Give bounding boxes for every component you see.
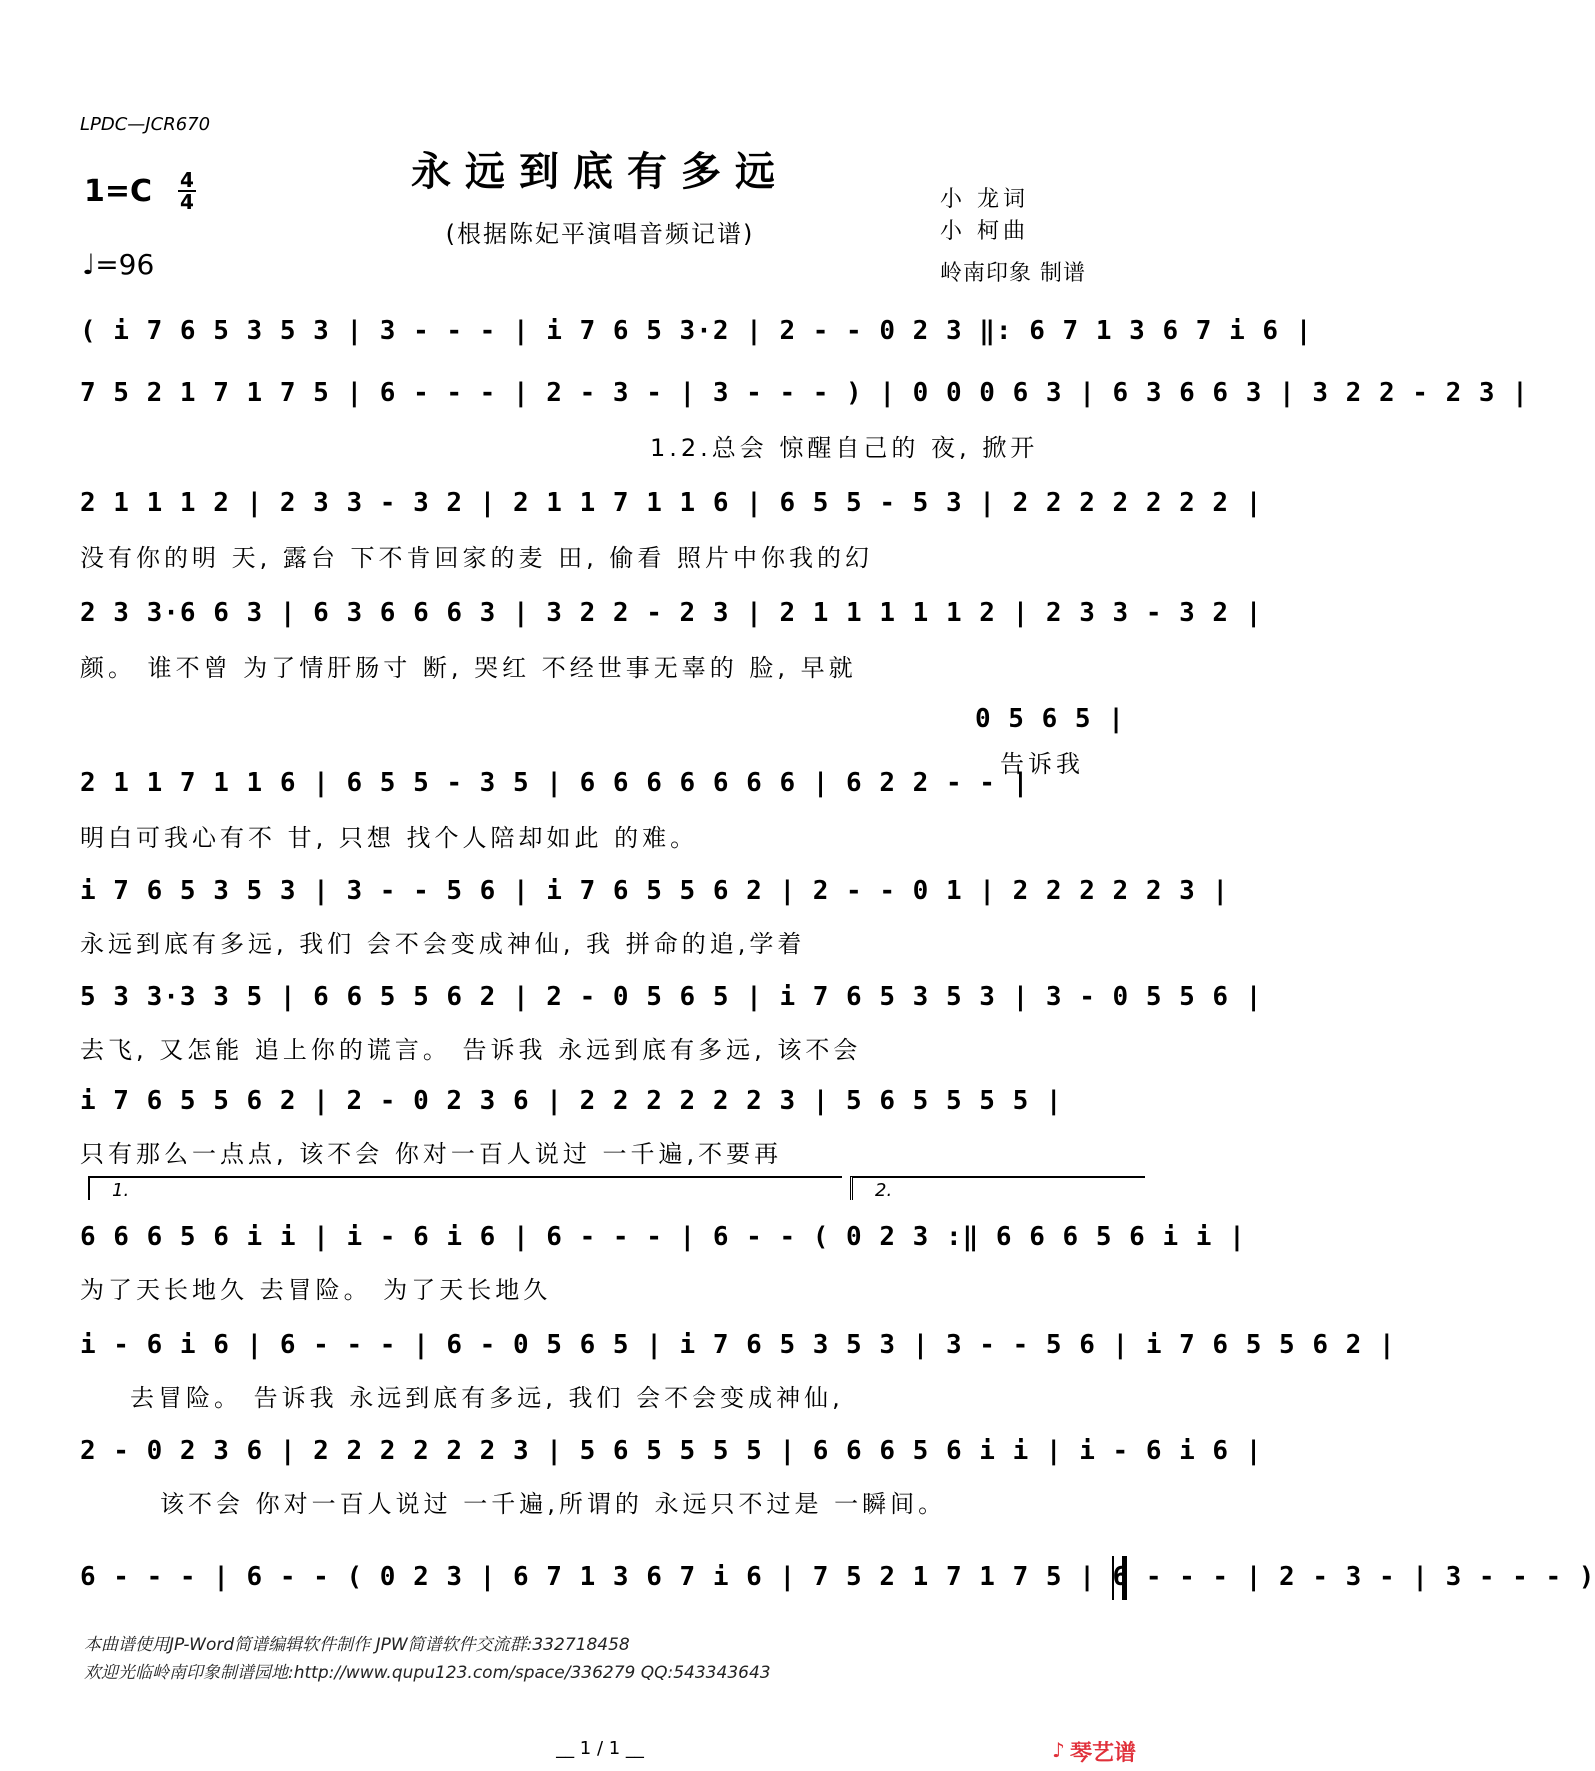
notation-row: ( i 7 6 5 3 5 3 | 3 - - - | i 7 6 5 3·2 | 2 - - 0 2 3 ‖: 6 7 1 3 6 7 i 6 | [80, 316, 1313, 346]
lyric-row: 1.2.总会 惊醒自己的 夜, 掀开 [650, 434, 1039, 462]
notation-row: 5 3 3·3 3 5 | 6 6 5 5 6 2 | 2 - 0 5 6 5 | i 7 6 5 3 5 3 | 3 - 0 5 5 6 | [80, 982, 1263, 1012]
pickup-notation: 0 5 6 5 | [975, 704, 1125, 734]
notation-row: i - 6 i 6 | 6 - - - | 6 - 0 5 6 5 | i 7 6 5 3 5 3 | 3 - - 5 6 | i 7 6 5 5 6 2 | [80, 1330, 1396, 1360]
lyric-row: 只有那么一点点, 该不会 你对一百人说过 一千遍,不要再 [80, 1140, 783, 1168]
footer-website-line: 欢迎光临岭南印象制谱园地:http://www.qupu123.com/space/336279 QQ:543343643 [84, 1663, 771, 1683]
pickup-lyric: 告诉我 [1000, 750, 1084, 778]
arranger-credit: 岭南印象 制谱 [940, 261, 1086, 286]
volta-second-ending [850, 1176, 1145, 1200]
composer-credit: 小 柯曲 [940, 219, 1029, 244]
song-subtitle: (根据陈妃平演唱音频记谱) [445, 220, 755, 248]
brand-logo-text: 琴艺谱 [1070, 1741, 1137, 1766]
time-signature-top: 4 [180, 168, 194, 192]
lyricist-credit: 小 龙词 [940, 187, 1029, 212]
tempo-mark: ♩=96 [82, 248, 155, 281]
final-barline [1112, 1556, 1127, 1600]
time-signature [178, 170, 196, 212]
volta-second-label: 2. [875, 1180, 893, 1201]
lyric-row: 没有你的明 天, 露台 下不肯回家的麦 田, 偷看 照片中你我的幻 [80, 544, 874, 572]
notation-row: 6 - - - | 6 - - ( 0 2 3 | 6 7 1 3 6 7 i 6 | 7 5 2 1 7 1 7 5 | 6 - - - | 2 - 3 - | 3 - - - ) [80, 1562, 1595, 1592]
footer-software-line: 本曲谱使用JP-Word简谱编辑软件制作 JPW简谱软件交流群:332718458 [84, 1635, 630, 1655]
volta-first-ending [88, 1176, 842, 1200]
lyric-row: 该不会 你对一百人说过 一千遍,所谓的 永远只不过是 一瞬间。 [160, 1490, 947, 1518]
volta-first-label: 1. [112, 1180, 130, 1201]
page-number: __ 1 / 1 __ [556, 1738, 644, 1759]
lyric-row: 永远到底有多远, 我们 会不会变成神仙, 我 拼命的追,学着 [80, 930, 806, 958]
notation-row: 2 3 3·6 6 3 | 6 3 6 6 6 3 | 3 2 2 - 2 3 | 2 1 1 1 1 1 2 | 2 3 3 - 3 2 | [80, 598, 1263, 628]
notation-row: 2 1 1 1 2 | 2 3 3 - 3 2 | 2 1 1 7 1 1 6 | 6 5 5 - 5 3 | 2 2 2 2 2 2 2 | [80, 488, 1263, 518]
song-title: 永远到底有多远 [411, 148, 789, 195]
lyric-row: 为了天长地久 去冒险。 为了天长地久 [80, 1276, 552, 1304]
lyric-row: 颜。 谁不曾 为了情肝肠寸 断, 哭红 不经世事无辜的 脸, 早就 [80, 654, 857, 682]
brand-logo-icon: ♪ [1052, 1738, 1065, 1762]
notation-row: i 7 6 5 5 6 2 | 2 - 0 2 3 6 | 2 2 2 2 2 2 3 | 5 6 5 5 5 5 | [80, 1086, 1063, 1116]
notation-row: i 7 6 5 3 5 3 | 3 - - 5 6 | i 7 6 5 5 6 2 | 2 - - 0 1 | 2 2 2 2 2 3 | [80, 876, 1230, 906]
notation-row: 6 6 6 5 6 i i | i - 6 i 6 | 6 - - - | 6 - - ( 0 2 3 :‖ 6 6 6 5 6 i i | [80, 1222, 1246, 1252]
lyric-row: 去飞, 又怎能 追上你的谎言。 告诉我 永远到底有多远, 该不会 [80, 1036, 862, 1064]
lyric-row: 去冒险。 告诉我 永远到底有多远, 我们 会不会变成神仙, [130, 1384, 844, 1412]
lyric-row: 明白可我心有不 甘, 只想 找个人陪却如此 的难。 [80, 824, 699, 852]
time-signature-bottom: 4 [180, 190, 194, 214]
notation-row: 7 5 2 1 7 1 7 5 | 6 - - - | 2 - 3 - | 3 - - - ) | 0 0 0 6 3 | 6 3 6 6 3 | 3 2 2 - 2 3 | [80, 378, 1529, 408]
score-code: LPDC—JCR670 [80, 114, 211, 135]
key-signature: 1=C [84, 174, 153, 209]
notation-row: 2 - 0 2 3 6 | 2 2 2 2 2 2 3 | 5 6 5 5 5 5 | 6 6 6 5 6 i i | i - 6 i 6 | [80, 1436, 1263, 1466]
notation-row: 2 1 1 7 1 1 6 | 6 5 5 - 3 5 | 6 6 6 6 6 6 6 | 6 2 2 - - | [80, 768, 1030, 798]
